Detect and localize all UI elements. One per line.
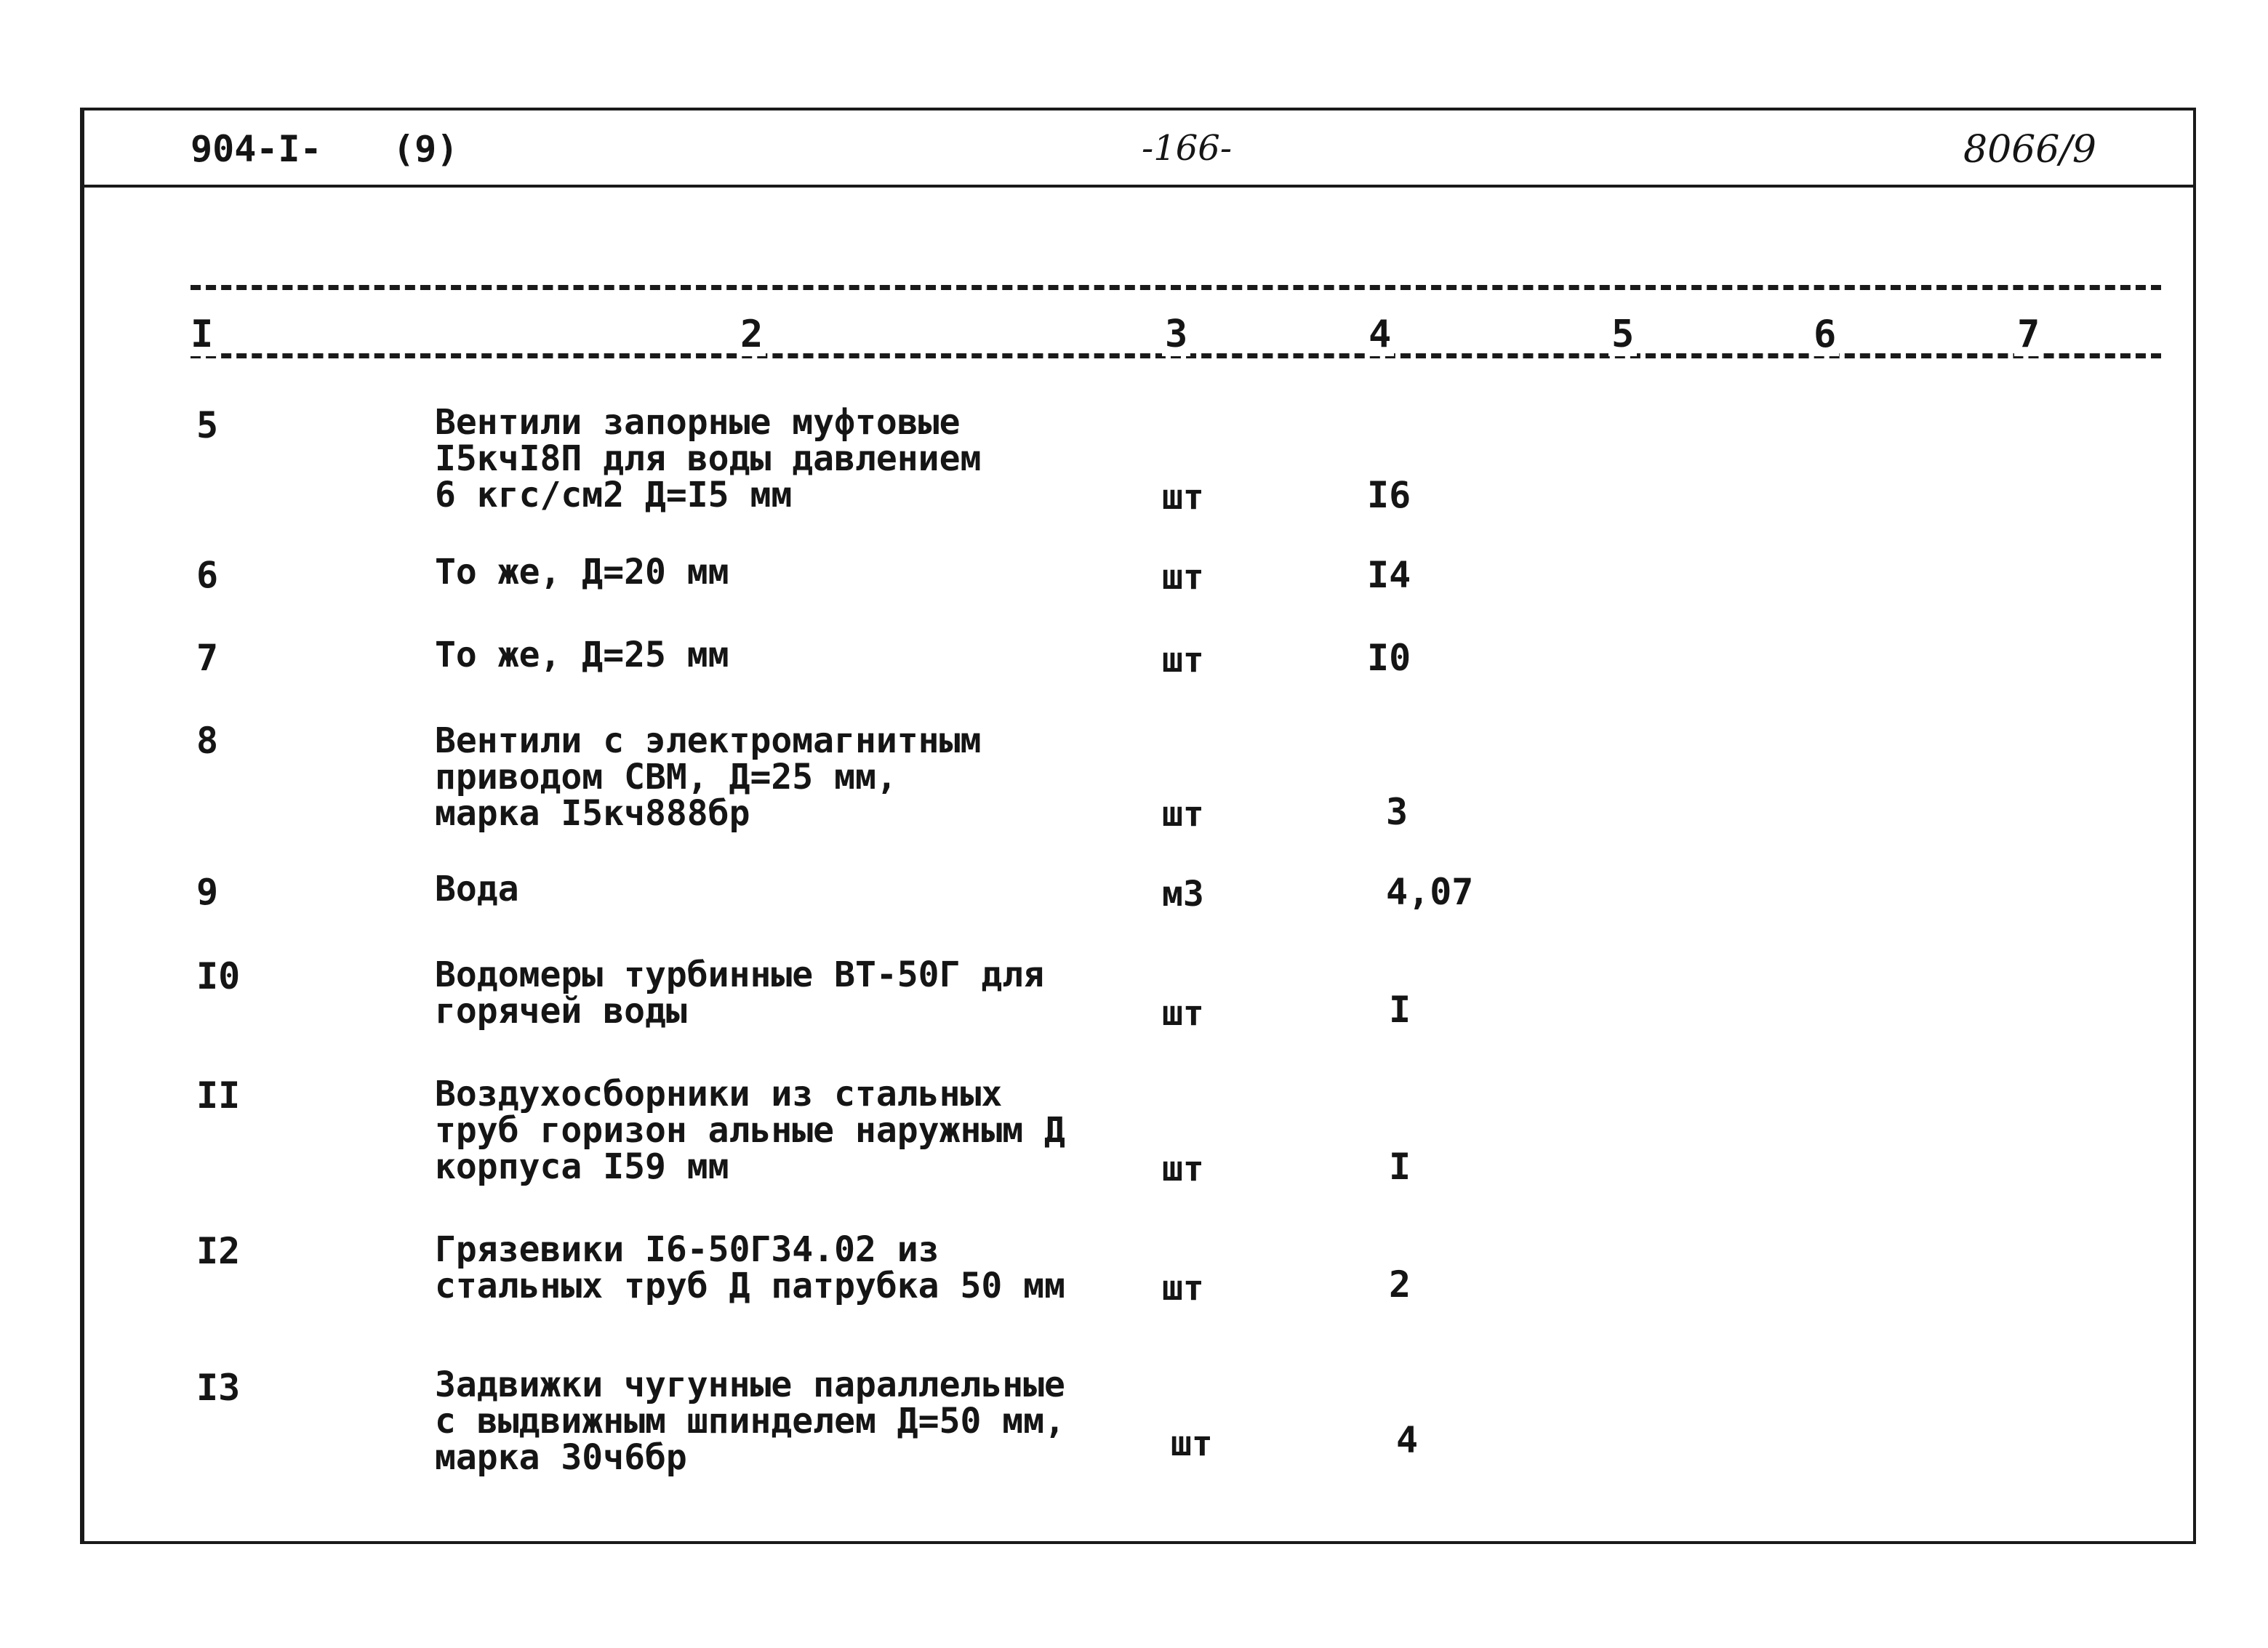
row-quantity: I bbox=[1389, 989, 1411, 1031]
dashed-rule-top bbox=[191, 285, 2161, 290]
row-description: То же, Д=25 мм bbox=[435, 635, 729, 675]
row-unit: шт bbox=[1162, 477, 1204, 518]
column-header-5: 5 bbox=[1608, 313, 1637, 356]
row-number: 7 bbox=[196, 637, 219, 679]
row-description: Грязевики I6-50Г34.02 из стальных труб Д патрубка 50 мм bbox=[435, 1229, 1065, 1306]
page-frame bbox=[80, 108, 2196, 1544]
reference-number: 8066/9 bbox=[1963, 128, 2096, 172]
row-number: 6 bbox=[196, 554, 219, 596]
row-quantity: 3 bbox=[1386, 791, 1409, 833]
row-unit: шт bbox=[1162, 557, 1204, 598]
column-header-2: 2 bbox=[737, 313, 766, 356]
row-number: 9 bbox=[196, 871, 219, 913]
row-number: I0 bbox=[196, 955, 241, 997]
row-description: Водомеры турбинные ВТ-50Г для горячей воды bbox=[435, 954, 1045, 1032]
row-number: II bbox=[196, 1074, 241, 1117]
row-unit: шт bbox=[1171, 1423, 1213, 1464]
row-number: I2 bbox=[196, 1230, 241, 1272]
row-description: Вентили с электромагнитным приводом СВМ, Д=25 мм, марка I5кч888бр bbox=[435, 720, 982, 834]
row-description: Вода bbox=[435, 869, 519, 909]
row-description: Задвижки чугунные параллельные с выдвижным шпинделем Д=50 мм, марка 30ч6бр bbox=[435, 1364, 1065, 1478]
column-header-4: 4 bbox=[1366, 313, 1394, 356]
row-number: I3 bbox=[196, 1367, 241, 1409]
row-unit: шт bbox=[1162, 640, 1204, 680]
row-unit: шт bbox=[1162, 1149, 1204, 1189]
row-unit: шт bbox=[1162, 993, 1204, 1034]
column-header-1: I bbox=[188, 313, 216, 356]
row-description: То же, Д=20 мм bbox=[435, 552, 729, 592]
row-quantity: 2 bbox=[1389, 1263, 1411, 1306]
row-unit: шт bbox=[1162, 1268, 1204, 1309]
column-header-3: 3 bbox=[1162, 313, 1190, 356]
row-unit: шт bbox=[1162, 794, 1204, 835]
page-number: -166- bbox=[1142, 128, 1233, 169]
header-divider bbox=[80, 185, 2196, 188]
row-description: Вентили запорные муфтовые I5кчI8П для воды давлением 6 кгс/см2 Д=I5 мм bbox=[435, 402, 982, 515]
document-number: (9) bbox=[393, 128, 459, 170]
row-unit: м3 bbox=[1162, 874, 1204, 915]
row-number: 5 bbox=[196, 404, 219, 446]
row-quantity: 4 bbox=[1396, 1419, 1419, 1461]
row-quantity: I4 bbox=[1367, 554, 1411, 596]
row-quantity: I0 bbox=[1367, 637, 1411, 679]
row-quantity: 4,07 bbox=[1386, 871, 1474, 913]
document-code: 904-I- bbox=[191, 128, 322, 170]
row-number: 8 bbox=[196, 720, 219, 762]
column-header-6: 6 bbox=[1811, 313, 1839, 356]
row-description: Воздухосборники из стальных труб горизон альные наружным Д корпуса I59 мм bbox=[435, 1074, 1065, 1187]
row-quantity: I bbox=[1389, 1146, 1411, 1188]
column-header-7: 7 bbox=[2014, 313, 2043, 356]
row-quantity: I6 bbox=[1367, 474, 1411, 516]
